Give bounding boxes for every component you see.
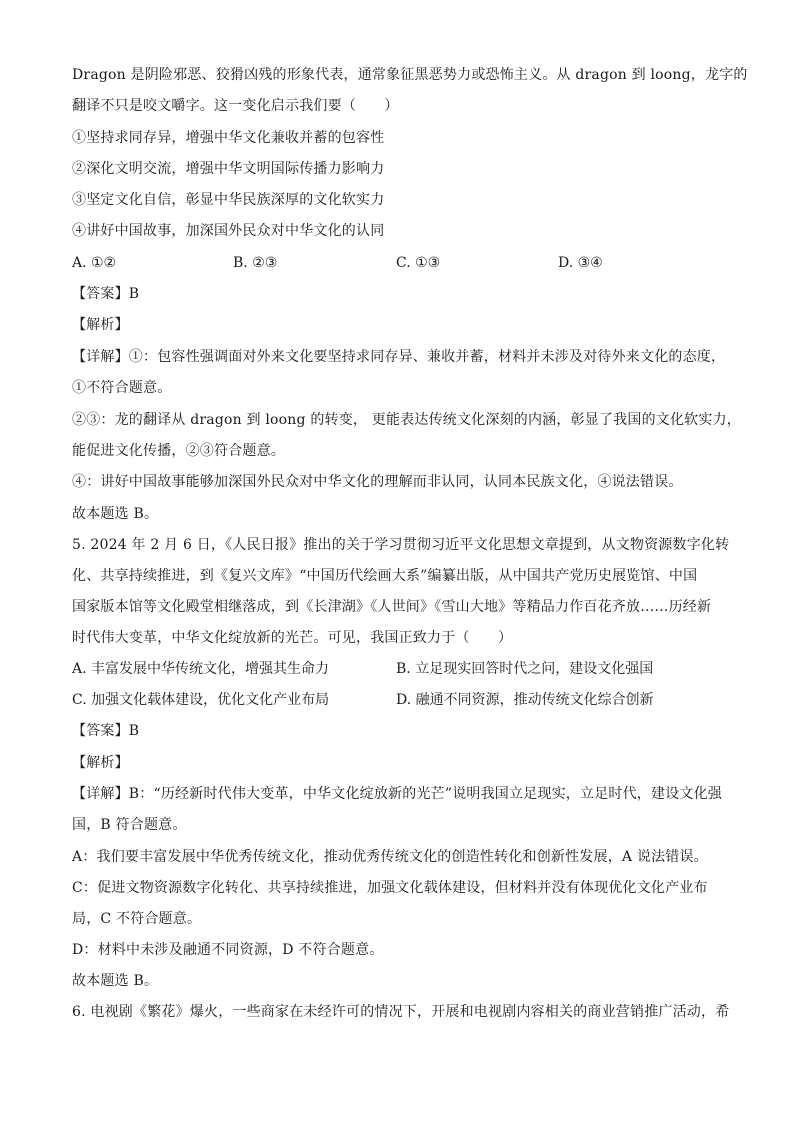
- q5-detail-line-5: 局，C 不符合题意。: [72, 911, 202, 927]
- q4-detail-line-2: ①不符合题意。: [72, 380, 172, 396]
- q6-stem-line-1: 6. 电视剧《繁花》爆火，一些商家在未经许可的情况下，开展和电视剧内容相关的商业营销推广活动，希: [72, 1004, 730, 1020]
- q5-options-row-1: [72, 660, 722, 678]
- q5-option-d: D. 融通不同资源，推动传统文化综合创新: [396, 692, 654, 708]
- q4-stem-line-1: Dragon 是阴险邪恶、狡猾凶残的形象代表，通常象征黑恶势力或恐怖主义。从 dragon 到 loong，龙字的: [72, 67, 748, 83]
- q5-detail-line-1: 【详解】B：“历经新时代伟大变革，中华文化绽放新的光芒”说明我国立足现实，立足时代，建设文化强: [72, 786, 722, 802]
- q5-detail-line-2: 国，B 符合题意。: [72, 817, 187, 833]
- q4-options-row: [72, 254, 722, 272]
- q5-detail-line-3: A：我们要丰富发展中华优秀传统文化，推动优秀传统文化的创造性转化和创新性发展，A 说法错误。: [72, 849, 708, 865]
- q5-conclusion: 故本题选 B。: [72, 973, 159, 989]
- q5-stem-line-1: 5. 2024 年 2 月 6 日，《人民日报》推出的关于学习贯彻习近平文化思想文章提到，从文物资源数字化转: [72, 537, 730, 553]
- q5-analysis-label: 【解析】: [72, 755, 129, 771]
- q4-option-a: A. ①②: [72, 255, 117, 271]
- q4-detail-line-5: ④：讲好中国故事能够加深国外民众对中华文化的理解而非认同，认同本民族文化，④说法错误。: [72, 474, 683, 490]
- q5-stem-line-2: 化、共享持续推进，到《复兴文库》“中国历代绘画大系”编纂出版，从中国共产党历史展览馆、中国: [72, 568, 698, 584]
- q5-option-b: B. 立足现实回答时代之问，建设文化强国: [396, 661, 654, 677]
- q4-detail-line-1: 【详解】①：包容性强调面对外来文化要坚持求同存异、兼收并蓄，材料并未涉及对待外来文化的态度，: [72, 349, 726, 365]
- q4-stem-line-2: 翻译不只是咬文嚼字。这一变化启示我们要（ ）: [72, 98, 399, 114]
- q4-detail-line-4: 能促进文化传播，②③符合题意。: [72, 443, 285, 459]
- q5-option-a: A. 丰富发展中华传统文化，增强其生命力: [72, 661, 330, 677]
- q4-option-c: C. ①③: [396, 255, 441, 271]
- q4-detail-line-3: ②③：龙的翻译从 dragon 到 loong 的转变， 更能表达传统文化深刻的内涵，彰显了我国的文化软实力，: [72, 412, 741, 428]
- q4-statement-4: ④讲好中国故事，加深国外民众对中华文化的认同: [72, 223, 385, 239]
- q5-stem-line-4: 时代伟大变革，中华文化绽放新的光芒。可见，我国正致力于（ ）: [72, 630, 513, 646]
- q4-statement-3: ③坚定文化自信，彰显中华民族深厚的文化软实力: [72, 192, 385, 208]
- q4-statement-1: ①坚持求同存异，增强中华文化兼收并蓄的包容性: [72, 130, 385, 146]
- q5-answer: 【答案】B: [72, 723, 140, 739]
- q5-stem-line-3: 国家版本馆等文化殿堂相继落成，到《长津湖》《人世间》《雪山大地》等精品力作百花齐放……历经新: [72, 599, 712, 615]
- q5-options-row-2: [72, 691, 722, 709]
- q5-option-c: C. 加强文化载体建设，优化文化产业布局: [72, 692, 330, 708]
- q5-detail-line-4: C：促进文物资源数字化转化、共享持续推进，加强文化载体建设，但材料并没有体现优化文化产业布: [72, 880, 708, 896]
- q4-option-d: D. ③④: [558, 255, 603, 271]
- q5-detail-line-6: D：材料中未涉及融通不同资源，D 不符合题意。: [72, 942, 384, 958]
- q4-answer: 【答案】B: [72, 286, 140, 302]
- q4-option-b: B. ②③: [233, 255, 278, 271]
- q4-analysis-label: 【解析】: [72, 317, 129, 333]
- q4-conclusion: 故本题选 B。: [72, 506, 159, 522]
- q4-statement-2: ②深化文明交流，增强中华文明国际传播力影响力: [72, 161, 385, 177]
